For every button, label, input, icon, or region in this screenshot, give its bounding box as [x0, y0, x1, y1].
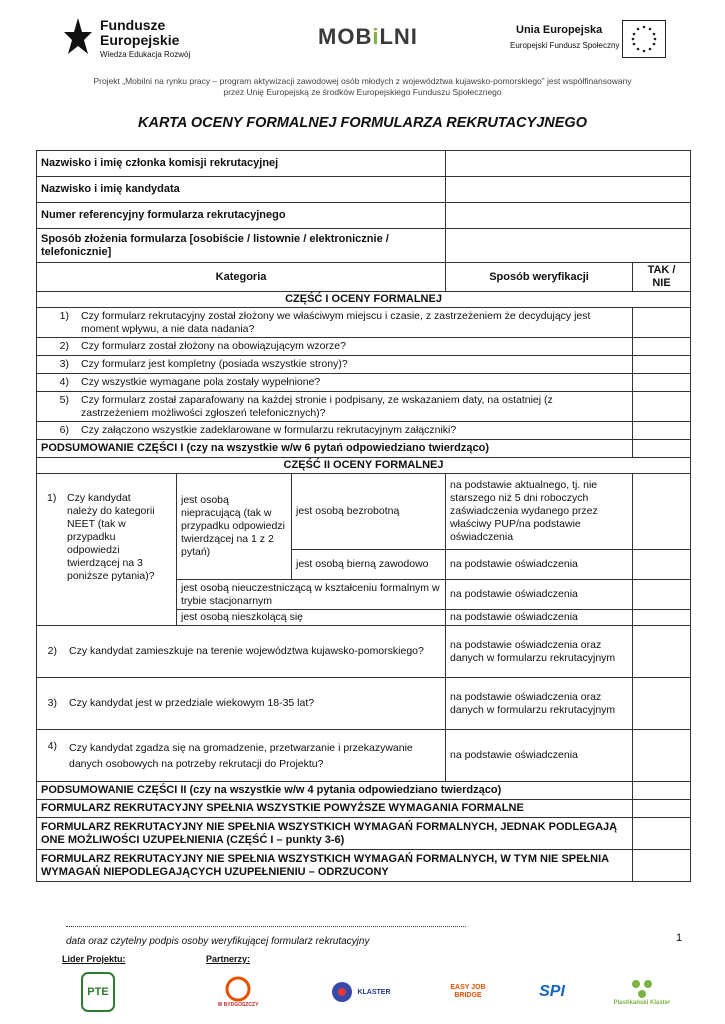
fundusze-europejskie-star-icon [64, 18, 92, 58]
easy-job-bridge-logo: EASY JOB BRIDGE [450, 984, 486, 999]
info-label-candidate: Nazwisko i imię kandydata [37, 177, 446, 203]
part1-item-3-answer[interactable] [633, 356, 691, 374]
part2-q4-text: Czy kandydat zgadza się na gromadzenie, przetwarzanie i przekazywanie danych osobowych na potrzeby rekrutacji do Projektu? [69, 741, 413, 770]
part1-item-3 [37, 356, 633, 374]
part1-title: CZĘŚĆ I OCENY FORMALNEJ [37, 292, 691, 308]
part1-item-2-answer[interactable] [633, 338, 691, 356]
part2-q1-not-in-education-answer[interactable] [633, 580, 691, 610]
plastikanski-klaster-logo [612, 972, 672, 1012]
info-label-commission-member: Nazwisko i imię członka komisji rekrutacyjnej [37, 151, 446, 177]
part2-q1-text: Czy kandydat należy do kategorii NEET (tak w przypadku odpowiedzi twierdzącej na 3 poniższe pytania)? [67, 492, 155, 582]
leader-label: Lider Projektu: [62, 954, 126, 964]
part1-summary-answer[interactable] [633, 440, 691, 458]
part2-q1-unemployed: jest osobą bezrobotną [292, 474, 446, 550]
info-label-reference-number: Numer referencyjny formularza rekrutacyjnego [37, 203, 446, 229]
result-rejected-answer[interactable] [633, 850, 691, 882]
part1-item-4 [37, 374, 633, 392]
mobilni-logo [318, 24, 418, 50]
part2-q1-inactive: jest osobą bierną zawodowo [292, 550, 446, 580]
part1-item-number: 5) [59, 393, 69, 406]
info-value-submission-method[interactable] [446, 229, 691, 263]
ue-logo-line2: Europejski Fundusz Społeczny [510, 41, 620, 50]
part2-title: CZĘŚĆ II OCENY FORMALNEJ [37, 458, 691, 474]
part1-item-number: 2) [59, 340, 69, 352]
part1-item-text: Czy formularz został złożony na obowiązującym wzorze? [81, 340, 346, 352]
info-label-submission-method: Sposób złożenia formularza [osobiście / listownie / elektronicznie / telefonicznie] [37, 229, 446, 263]
part2-q1-not-in-education: jest osobą nieuczestniczącą w kształceniu formalnym w trybie stacjonarnym [177, 580, 446, 610]
project-info-line1: Projekt „Mobilni na rynku pracy – program aktywizacji zawodowej osób młodych z województwa kujawsko-pomorskiego” jest współfinansowany [93, 76, 632, 86]
result-supplementable-answer[interactable] [633, 818, 691, 850]
part1-item-text: Czy wszystkie wymagane pola zostały wypełnione? [81, 376, 321, 388]
fe-logo-line1: Fundusze [100, 17, 166, 33]
part2-q1-not-in-training-verification: na podstawie oświadczenia [446, 610, 633, 626]
evaluation-table [36, 150, 691, 882]
part1-item-1-answer[interactable] [633, 308, 691, 338]
pte-logo [78, 972, 118, 1012]
part2-q2-number: 2) [47, 645, 57, 657]
klaster-logo-text: KLASTER [357, 988, 391, 996]
part2-q1-inactive-answer[interactable] [633, 550, 691, 580]
part1-summary: PODSUMOWANIE CZĘŚCI I (czy na wszystkie w/w 6 pytań odpowiedziano twierdząco) [37, 440, 633, 458]
part1-item-number: 1) [59, 309, 69, 322]
part2-q3 [37, 678, 446, 730]
part2-q1-unemployed-answer[interactable] [633, 474, 691, 550]
part1-item-4-answer[interactable] [633, 374, 691, 392]
part2-q3-verification: na podstawie oświadczenia oraz danych w formularzu rekrutacyjnym [446, 678, 633, 730]
project-info-line2: przez Unię Europejską ze środków Europejskiego Funduszu Społecznego [223, 87, 502, 97]
part2-q4-verification: na podstawie oświadczenia [446, 730, 633, 782]
spi-logo: SPI [539, 983, 565, 1000]
page-number: 1 [676, 932, 683, 944]
ue-logo-line1: Unia Europejska [516, 24, 603, 36]
plastikanski-klaster-text: Plastikański Klaster [613, 1000, 671, 1006]
part2-q1-not-in-training: jest osobą nieszkolącą się [177, 610, 446, 626]
part1-item-6-answer[interactable] [633, 422, 691, 440]
mobilni-logo-part3: LNI [379, 24, 418, 49]
part2-q1-unemployed-verification: na podstawie aktualnego, tj. nie starszego niż 5 dni roboczych zaświadczenia wydanego przez właściwy PUP/na podstawie oświadczenia [446, 474, 633, 550]
fe-logo-line3: Wiedza Edukacja Rozwój [100, 50, 191, 59]
part2-q2-verification: na podstawie oświadczenia oraz danych w formularzu rekrutacyjnym [446, 626, 633, 678]
fe-logo-line2: Europejskie [100, 32, 180, 48]
result-meets-requirements: FORMULARZ REKRUTACYJNY SPEŁNIA WSZYSTKIE POWYŻSZE WYMAGANIA FORMALNE [37, 800, 633, 818]
column-header-category: Kategoria [37, 263, 446, 292]
bydgoszcz-logo-text: W BYDGOSZCZY [217, 1002, 259, 1008]
info-value-candidate[interactable] [446, 177, 691, 203]
part2-q2 [37, 626, 446, 678]
part1-item-5-answer[interactable] [633, 392, 691, 422]
bydgoszcz-logo [212, 972, 264, 1012]
part2-q1 [37, 474, 177, 626]
part2-q4-answer[interactable] [633, 730, 691, 782]
part2-q1-number: 1) [47, 492, 57, 504]
info-value-reference-number[interactable] [446, 203, 691, 229]
part1-item-text: Czy formularz jest kompletny (posiada wszystkie strony)? [81, 358, 348, 370]
mobilni-logo-part2: i [372, 24, 380, 49]
part1-item-text: Czy formularz został zaparafowany na każdej stronie i podpisany, ze wskazaniem daty, na ostatniej (z zastrzeżeniem możliwości zgłoszeń telefonicznych)? [81, 393, 553, 419]
pte-logo-text: PTE [87, 986, 109, 998]
part1-item-5 [37, 392, 633, 422]
signature-line [66, 926, 466, 927]
mobilni-logo-part1: MOB [318, 24, 373, 49]
part2-q3-answer[interactable] [633, 678, 691, 730]
part2-summary: PODSUMOWANIE CZĘŚCI II (czy na wszystkie w/w 4 pytania odpowiedziano twierdząco) [37, 782, 633, 800]
project-info [30, 76, 695, 98]
signature-caption: data oraz czytelny podpis osoby weryfikującej formularz rekrutacyjny [66, 936, 370, 947]
part1-item-6 [37, 422, 633, 440]
result-meets-requirements-answer[interactable] [633, 800, 691, 818]
part2-q2-text: Czy kandydat zamieszkuje na terenie województwa kujawsko-pomorskiego? [69, 645, 424, 657]
part1-item-number: 6) [59, 424, 69, 436]
partners-label: Partnerzy: [206, 954, 251, 964]
part2-q1-inactive-verification: na podstawie oświadczenia [446, 550, 633, 580]
document-title: KARTA OCENY FORMALNEJ FORMULARZA REKRUTACYJNEGO [138, 115, 587, 131]
column-header-yes-no: TAK / NIE [633, 263, 691, 292]
klaster-logo [326, 972, 396, 1012]
eu-flag-icon [622, 20, 666, 58]
part1-item-text: Czy załączono wszystkie zadeklarowane w formularzu rekrutacyjnym załączniki? [81, 424, 457, 436]
part2-q1-not-in-education-verification: na podstawie oświadczenia [446, 580, 633, 610]
part2-q4 [37, 730, 446, 782]
part2-summary-answer[interactable] [633, 782, 691, 800]
part1-item-number: 4) [59, 376, 69, 388]
info-value-commission-member[interactable] [446, 151, 691, 177]
column-header-verification: Sposób weryfikacji [446, 263, 633, 292]
part2-q2-answer[interactable] [633, 626, 691, 678]
part1-item-1 [37, 308, 633, 338]
result-supplementable: FORMULARZ REKRUTACYJNY NIE SPEŁNIA WSZYSTKICH WYMAGAŃ FORMALNYCH, JEDNAK PODLEGAJĄ ONE MOŻLIWOŚCI UZUPEŁNIENIA (CZĘŚĆ I – punkty 3-6) [37, 818, 633, 850]
part2-q3-number: 3) [47, 697, 57, 709]
part1-item-number: 3) [59, 358, 69, 370]
part2-q4-number: 4) [47, 739, 57, 752]
part2-q1-not-in-training-answer[interactable] [633, 610, 691, 626]
part1-item-text: Czy formularz rekrutacyjny został złożony we właściwym miejscu i czasie, z zastrzeżeniem że decydujący jest moment wpływu, a nie data nadania? [81, 309, 591, 335]
part1-item-2 [37, 338, 633, 356]
part2-q1-not-working: jest osobą niepracującą (tak w przypadku odpowiedzi twierdzącej na 1 z 2 pytań) [177, 474, 292, 580]
part2-q3-text: Czy kandydat jest w przedziale wiekowym 18-35 lat? [69, 697, 315, 709]
result-rejected: FORMULARZ REKRUTACYJNY NIE SPEŁNIA WSZYSTKICH WYMAGAŃ FORMALNYCH, W TYM NIE SPEŁNIA WYMAGAŃ NIEPODLEGAJĄCYCH UZUPEŁNIENIU – ODRZUCONY [37, 850, 633, 882]
